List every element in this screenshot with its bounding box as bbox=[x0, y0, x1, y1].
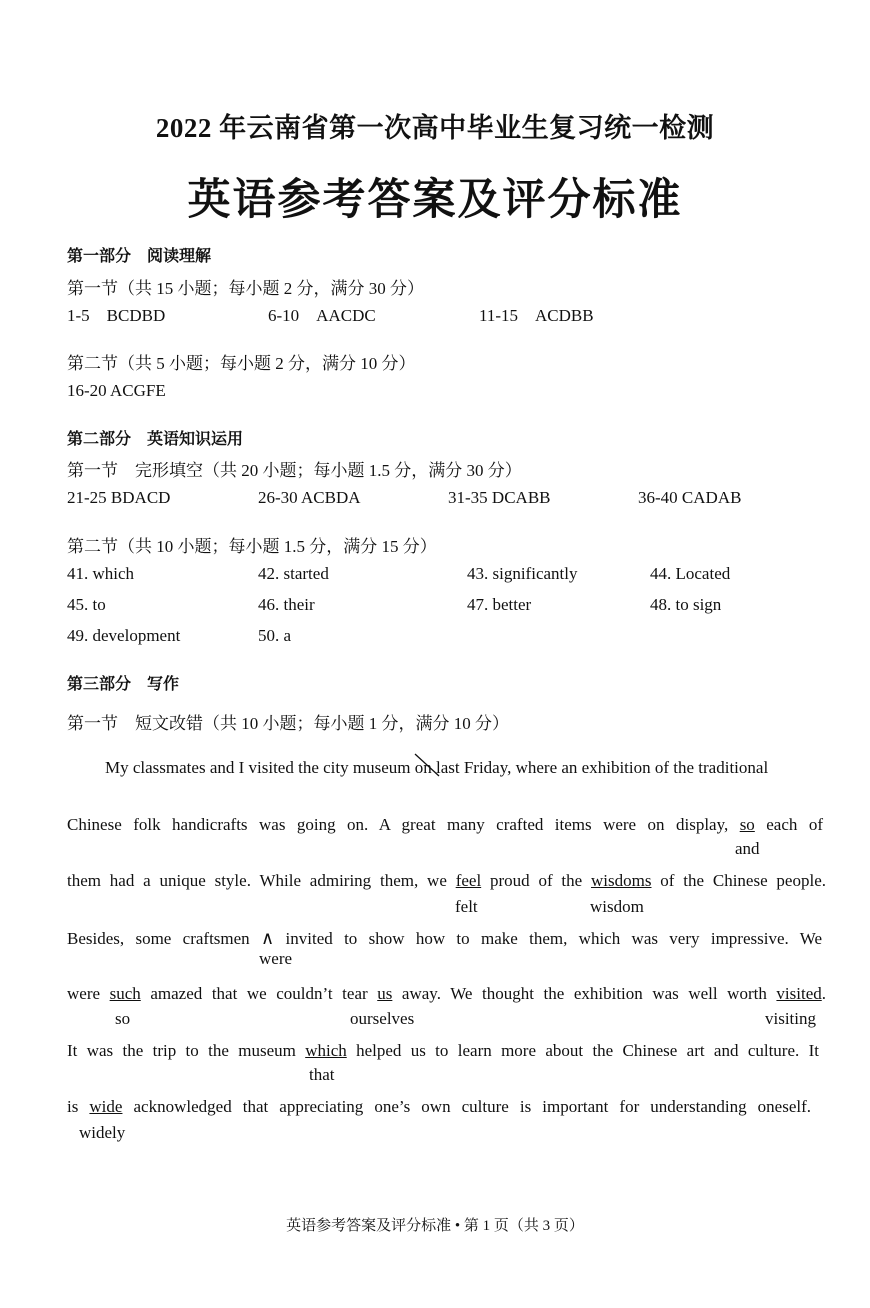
passage-line: is wide acknowledged that appreciating one’s own culture is important for understanding oneself. bbox=[67, 1097, 812, 1116]
insert-mark: ∧ bbox=[261, 928, 275, 948]
answer-item: 48. to sign bbox=[650, 595, 722, 614]
answer-item: 49. development bbox=[67, 626, 181, 645]
answer-group: 36-40 CADAB bbox=[638, 488, 742, 507]
passage-line: Besides, some craftsmen ∧ invited to show how to make them, which was very impressive. We bbox=[67, 928, 822, 948]
error-word: visited bbox=[776, 984, 822, 1003]
part2-sec2-heading: 第二节（共 10 小题；每小题 1.5 分，满分 15 分） bbox=[67, 537, 437, 556]
answer-group: 31-35 DCABB bbox=[448, 488, 551, 507]
passage-line: were such amazed that we couldn’t tear us away. We thought the exhibition was well worth visited. bbox=[67, 984, 827, 1003]
correction: wisdom bbox=[590, 897, 644, 916]
passage-line: them had a unique style. While admiring them, we feel proud of the wisdoms of the Chinese people. bbox=[67, 871, 826, 890]
page-footer: 英语参考答案及评分标准 • 第 1 页（共 3 页） bbox=[286, 1218, 584, 1234]
passage-line: Chinese folk handicrafts was going on. A great many crafted items were on display, so each of bbox=[67, 815, 823, 834]
answer-group: 21-25 BDACD bbox=[67, 488, 171, 507]
correction: were bbox=[259, 949, 293, 968]
answer-group: 6-10 AACDC bbox=[268, 306, 376, 325]
correction: so bbox=[115, 1009, 131, 1028]
correction: that bbox=[309, 1065, 335, 1084]
part3-sec1-heading: 第一节 短文改错（共 10 小题；每小题 1 分，满分 10 分） bbox=[67, 714, 509, 733]
answer-group: 11-15 ACDBB bbox=[479, 306, 594, 325]
correction: widely bbox=[79, 1123, 126, 1142]
answer-item: 50. a bbox=[258, 626, 292, 645]
correction: visiting bbox=[765, 1009, 817, 1028]
error-word: wisdoms bbox=[591, 871, 652, 890]
correction: felt bbox=[455, 897, 478, 916]
answer-item: 42. started bbox=[258, 564, 329, 583]
document-subtitle: 英语参考答案及评分标准 bbox=[187, 177, 683, 224]
delete-mark bbox=[413, 752, 443, 780]
answer-item: 43. significantly bbox=[467, 564, 578, 583]
part1-sec1-heading: 第一节（共 15 小题；每小题 2 分，满分 30 分） bbox=[67, 279, 424, 298]
error-word: such bbox=[109, 984, 141, 1003]
correction: and bbox=[735, 839, 760, 858]
document-title: 2022 年云南省第一次高中毕业生复习统一检测 bbox=[155, 113, 715, 143]
answer-group: 16-20 ACGFE bbox=[67, 381, 166, 400]
error-word: feel bbox=[455, 871, 482, 890]
error-word: which bbox=[305, 1041, 347, 1060]
answer-item: 44. Located bbox=[650, 564, 731, 583]
part3-heading: 第三部分 写作 bbox=[67, 674, 180, 693]
part2-sec1-heading: 第一节 完形填空（共 20 小题；每小题 1.5 分，满分 30 分） bbox=[67, 461, 522, 480]
answer-group: 1-5 BCDBD bbox=[67, 306, 166, 325]
part1-sec2-heading: 第二节（共 5 小题；每小题 2 分，满分 10 分） bbox=[67, 354, 416, 373]
part2-heading: 第二部分 英语知识运用 bbox=[67, 429, 244, 448]
passage-line: It was the trip to the museum which helped us to learn more about the Chinese art and culture. It bbox=[67, 1041, 819, 1060]
error-word: us bbox=[377, 984, 393, 1003]
error-word: so bbox=[739, 815, 755, 834]
part1-heading: 第一部分 阅读理解 bbox=[67, 246, 212, 265]
answer-item: 45. to bbox=[67, 595, 106, 614]
answer-item: 41. which bbox=[67, 564, 135, 583]
correction: ourselves bbox=[350, 1009, 415, 1028]
deleted-word: on bbox=[414, 758, 432, 777]
answer-group: 26-30 ACBDA bbox=[258, 488, 361, 507]
error-word: wide bbox=[89, 1097, 123, 1116]
answer-item: 46. their bbox=[258, 595, 315, 614]
passage-line: My classmates and I visited the city museum on last Friday, where an exhibition of the traditional bbox=[105, 758, 823, 778]
answer-item: 47. better bbox=[467, 595, 532, 614]
